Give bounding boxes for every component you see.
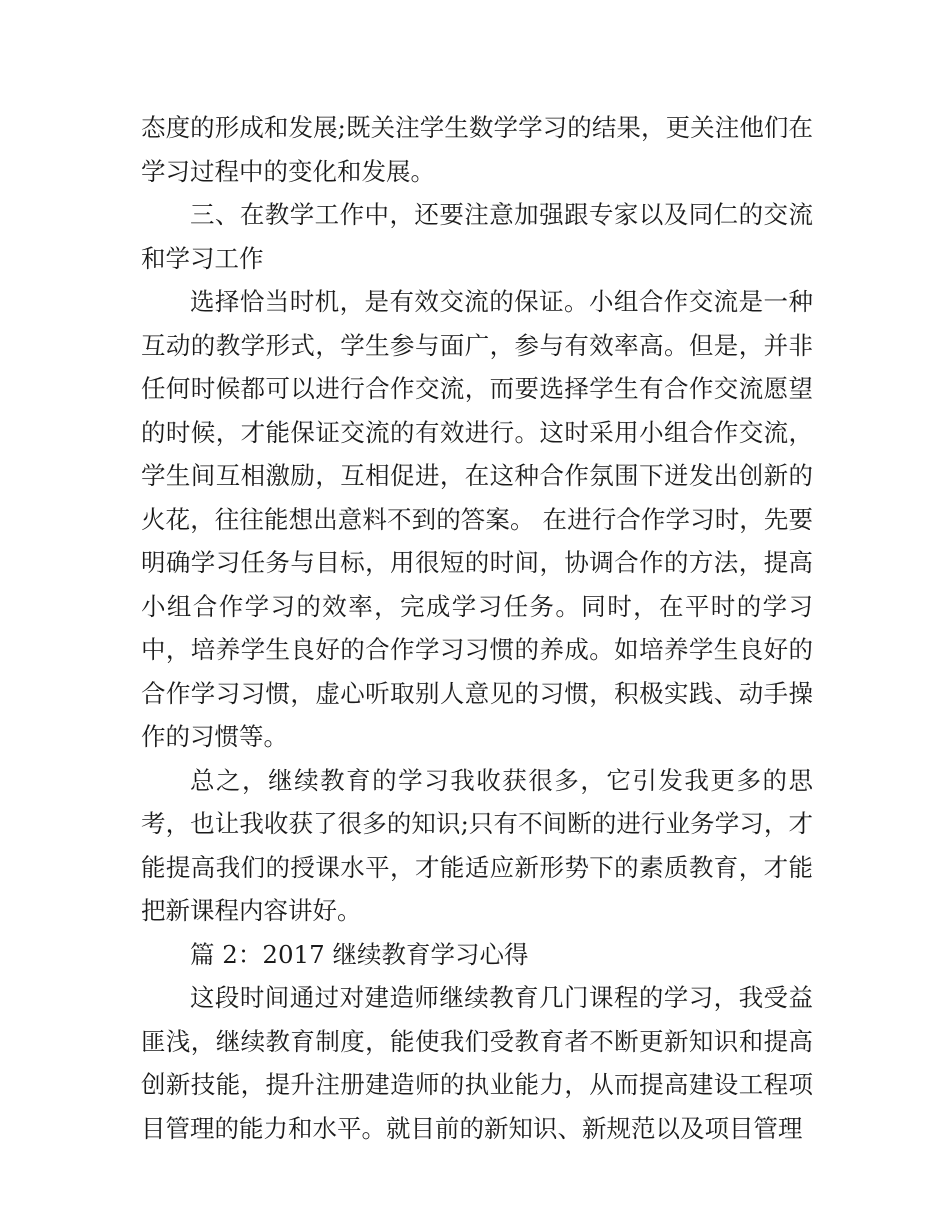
paragraph-section-heading: 三、在教学工作中，还要注意加强跟专家以及同仁的交流和学习工作: [141, 200, 813, 273]
paragraph-continuation: 态度的形成和发展;既关注学生数学学习的结果，更关注他们在学习过程中的变化和发展。: [141, 113, 813, 186]
paragraph-cooperation: 选择恰当时机，是有效交流的保证。小组合作交流是一种互动的教学形式，学生参与面广，参与有效率高。但是，并非任何时候都可以进行合作交流，而要选择学生有合作交流愿望的时候，才能保证交流的有效进行。这时采用小组合作交流，学生间互相激励，互相促进，在这种合作氛围下迸发出创新的火花，往往能想出意料不到的答案。 在进行合作学习时，先要明确学习任务与目标，用很短的时间，协调合作的方法，提高小组合作学习的效率，完成学习任务。同时，在平时的学习中，培养学生良好的合作学习习惯的养成。如培养学生良好的合作学习习惯，虚心听取别人意见的习惯，积极实践、动手操作的习惯等。: [141, 287, 813, 751]
document-body: [141, 106, 813, 1150]
paragraph-summary: 总之，继续教育的学习我收获很多，它引发我更多的思考，也让我收获了很多的知识;只有不间断的进行业务学习，才能提高我们的授课水平，才能适应新形势下的素质教育，才能把新课程内容讲好。: [141, 765, 813, 925]
article-title: 篇 2：2017 继续教育学习心得: [190, 939, 529, 969]
paragraph-article-body: 这段时间通过对建造师继续教育几门课程的学习，我受益匪浅，继续教育制度，能使我们受教育者不断更新知识和提高创新技能，提升注册建造师的执业能力，从而提高建设工程项目管理的能力和水平。就目前的新知识、新规范以及项目管理: [141, 983, 813, 1143]
